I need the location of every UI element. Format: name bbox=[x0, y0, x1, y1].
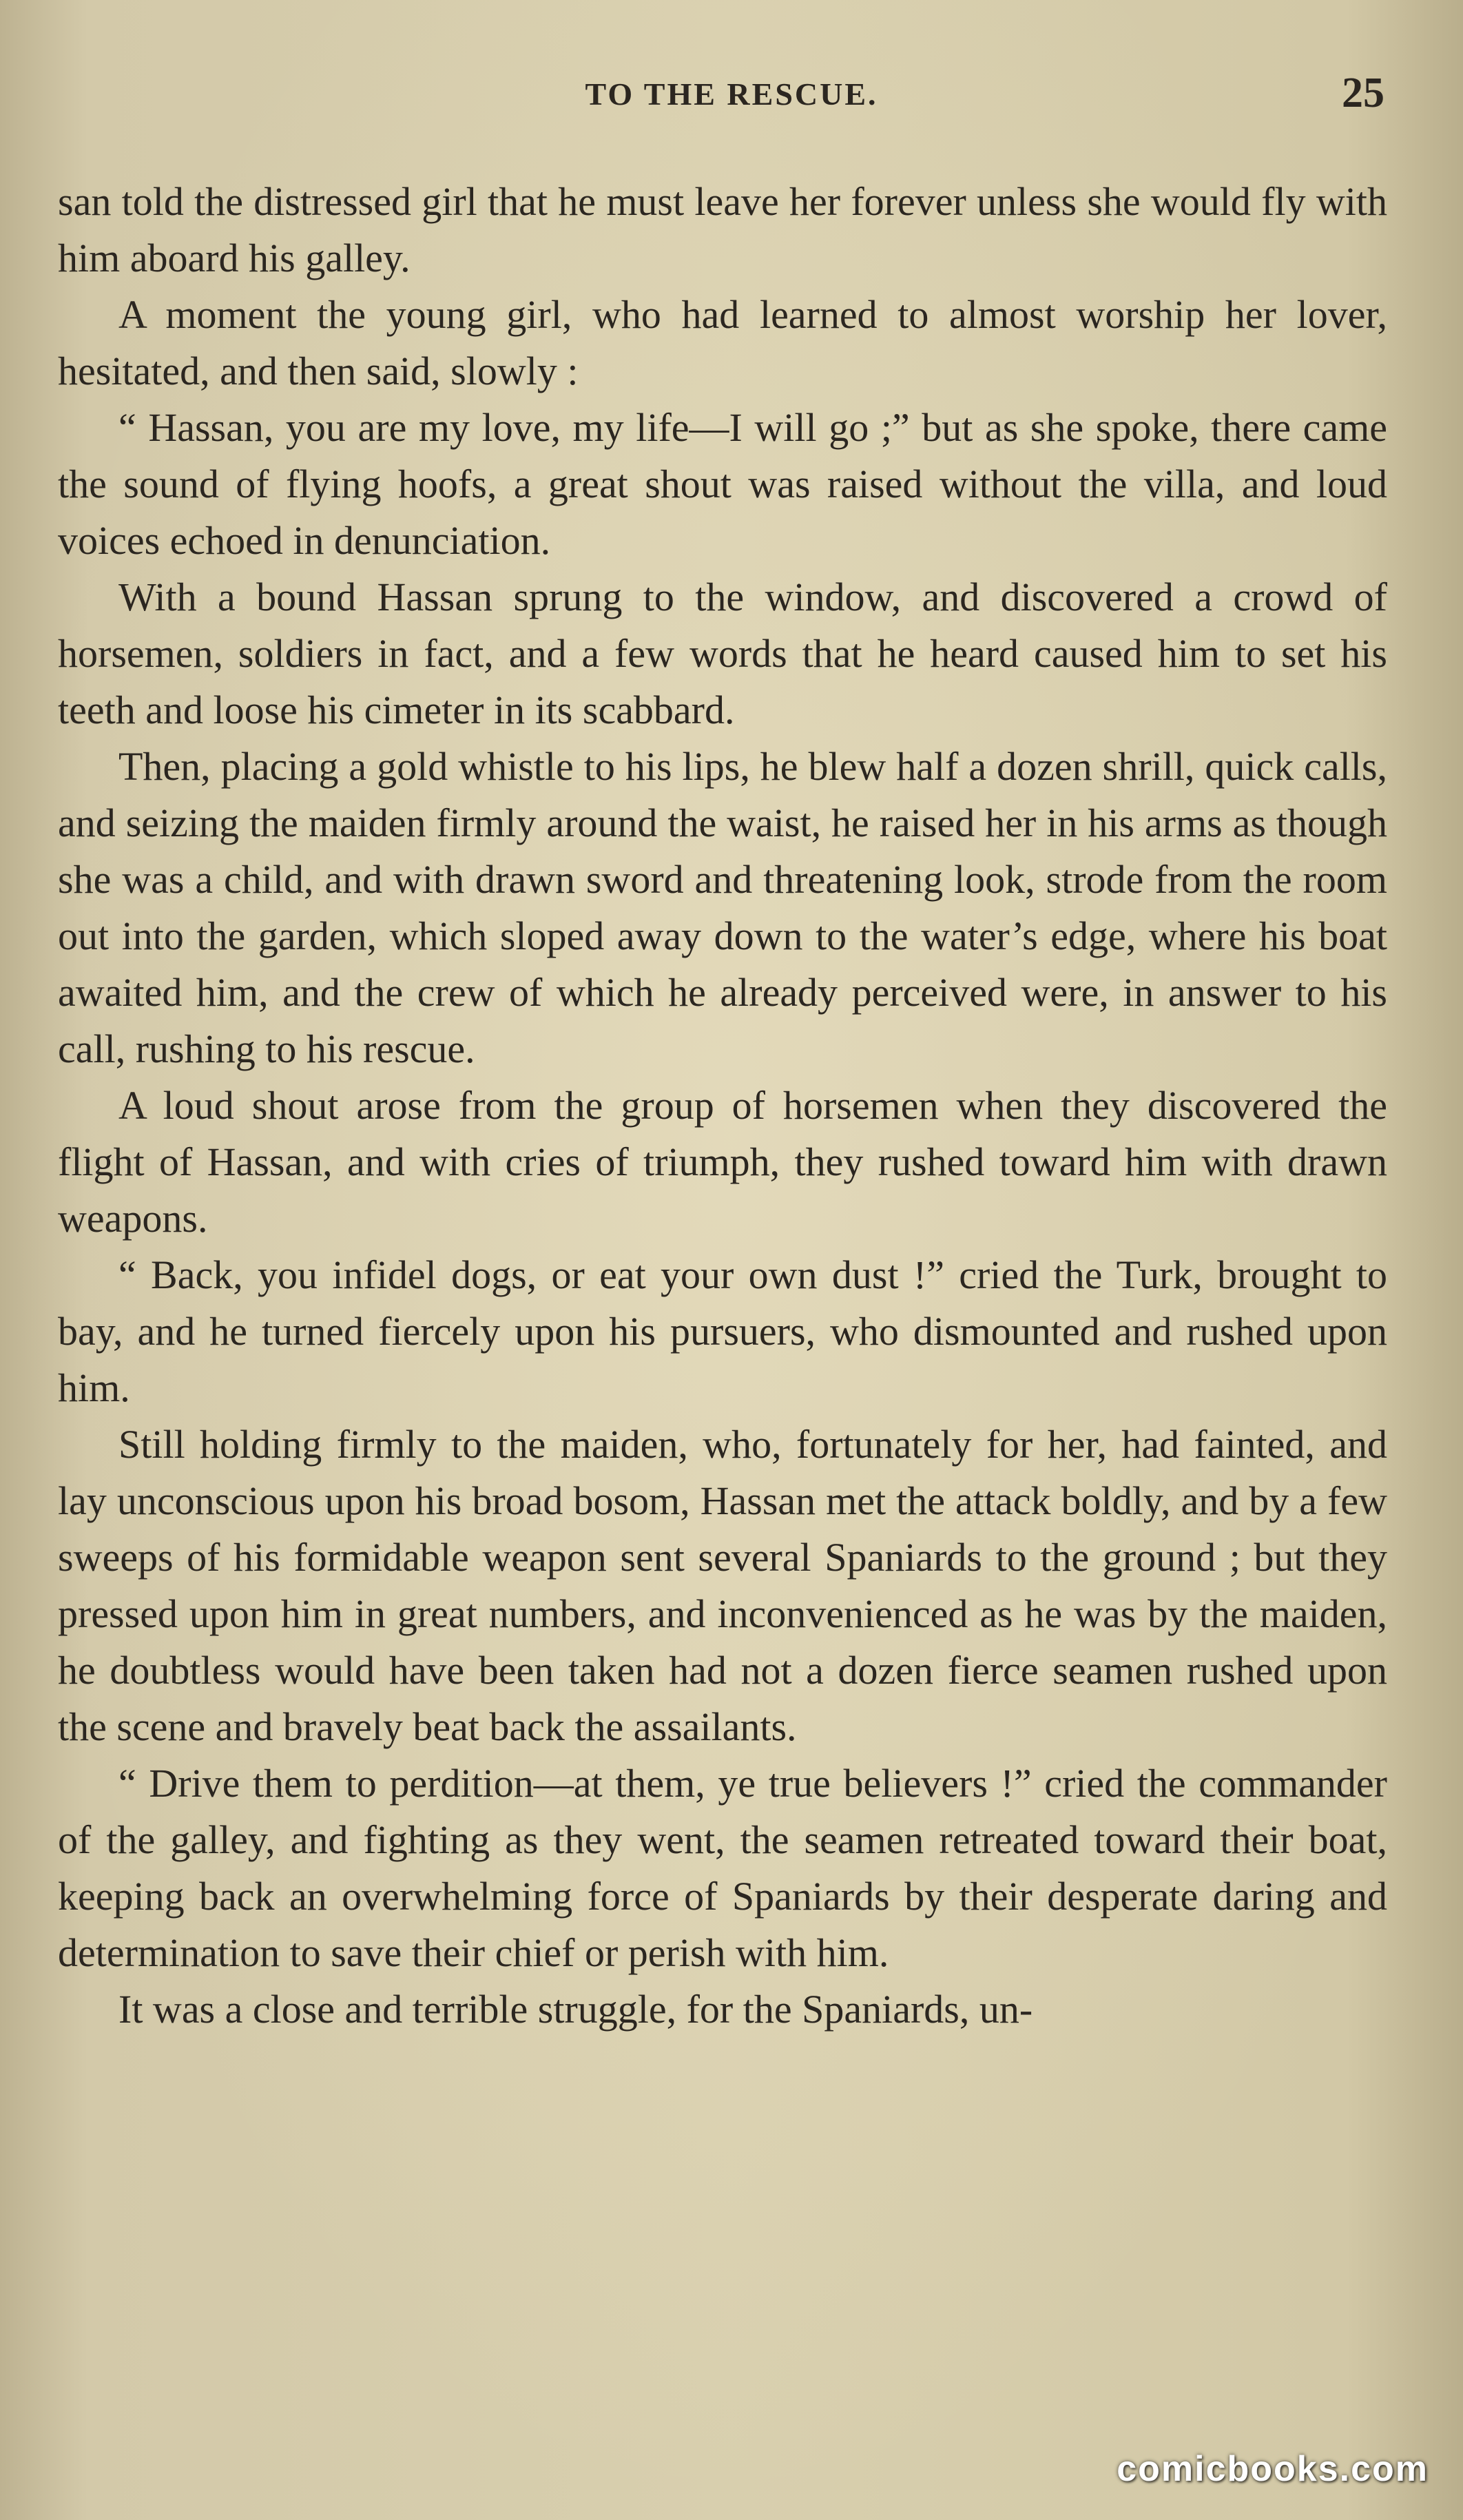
paragraph: Still holding firmly to the maiden, who, fortunately for her, had fainted, and lay unconscious upon his broad bosom, Hassan met the attack boldly, and by a few sweeps of his formidable weapon sent several Spaniards to the ground ; but they pressed upon him in great numbers, and inconvenienced as he was by the maiden, he doubtless would have been taken had not a dozen fierce seamen rushed upon the scene and bravely beat back the assailants. bbox=[58, 1422, 1387, 1749]
paragraph: It was a close and terrible struggle, for the Spaniards, un- bbox=[118, 1987, 1033, 2032]
running-title: TO THE RESCUE. bbox=[585, 76, 878, 112]
paragraph: A loud shout arose from the group of horsemen when they discovered the flight of Hassan, and with cries of triumph, they rushed toward him with drawn weapons. bbox=[58, 1083, 1387, 1241]
page-number: 25 bbox=[1342, 70, 1384, 116]
paragraph: “ Drive them to perdition—at them, ye true believers !” cried the commander of the galley, and fighting as they went, the seamen retreated toward their boat, keeping back an overwhelming force of Spaniards by their desperate daring and determination to save their chief or perish with him. bbox=[58, 1761, 1387, 1975]
body-text bbox=[58, 174, 1387, 2038]
paragraph: A moment the young girl, who had learned to almost worship her lover, hesitated, and then said, slowly : bbox=[58, 292, 1387, 393]
paragraph: With a bound Hassan sprung to the window, and discovered a crowd of horsemen, soldiers in fact, and a few words that he heard caused him to set his teeth and loose his cimeter in its scabbard. bbox=[58, 575, 1387, 732]
running-head bbox=[0, 69, 1463, 124]
paragraph-continuation: san told the distressed girl that he must leave her forever unless she would fly with him aboard his galley. bbox=[58, 179, 1387, 280]
paragraph: “ Back, you infidel dogs, or eat your own dust !” cried the Turk, brought to bay, and he turned fiercely upon his pursuers, who dismounted and rushed upon him. bbox=[58, 1252, 1387, 1410]
paragraph: “ Hassan, you are my love, my life—I will go ;” but as she spoke, there came the sound of flying hoofs, a great shout was raised without the villa, and loud voices echoed in denunciation. bbox=[58, 405, 1387, 563]
watermark: comicbooks.com bbox=[1117, 2449, 1429, 2489]
paragraph: Then, placing a gold whistle to his lips, he blew half a dozen shrill, quick calls, and seizing the maiden firmly around the waist, he raised her in his arms as though she was a child, and with drawn sword and threatening look, strode from the room out into the garden, which sloped away down to the water’s edge, where his boat awaited him, and the crew of which he already perceived were, in answer to his call, rushing to his rescue. bbox=[58, 744, 1387, 1071]
